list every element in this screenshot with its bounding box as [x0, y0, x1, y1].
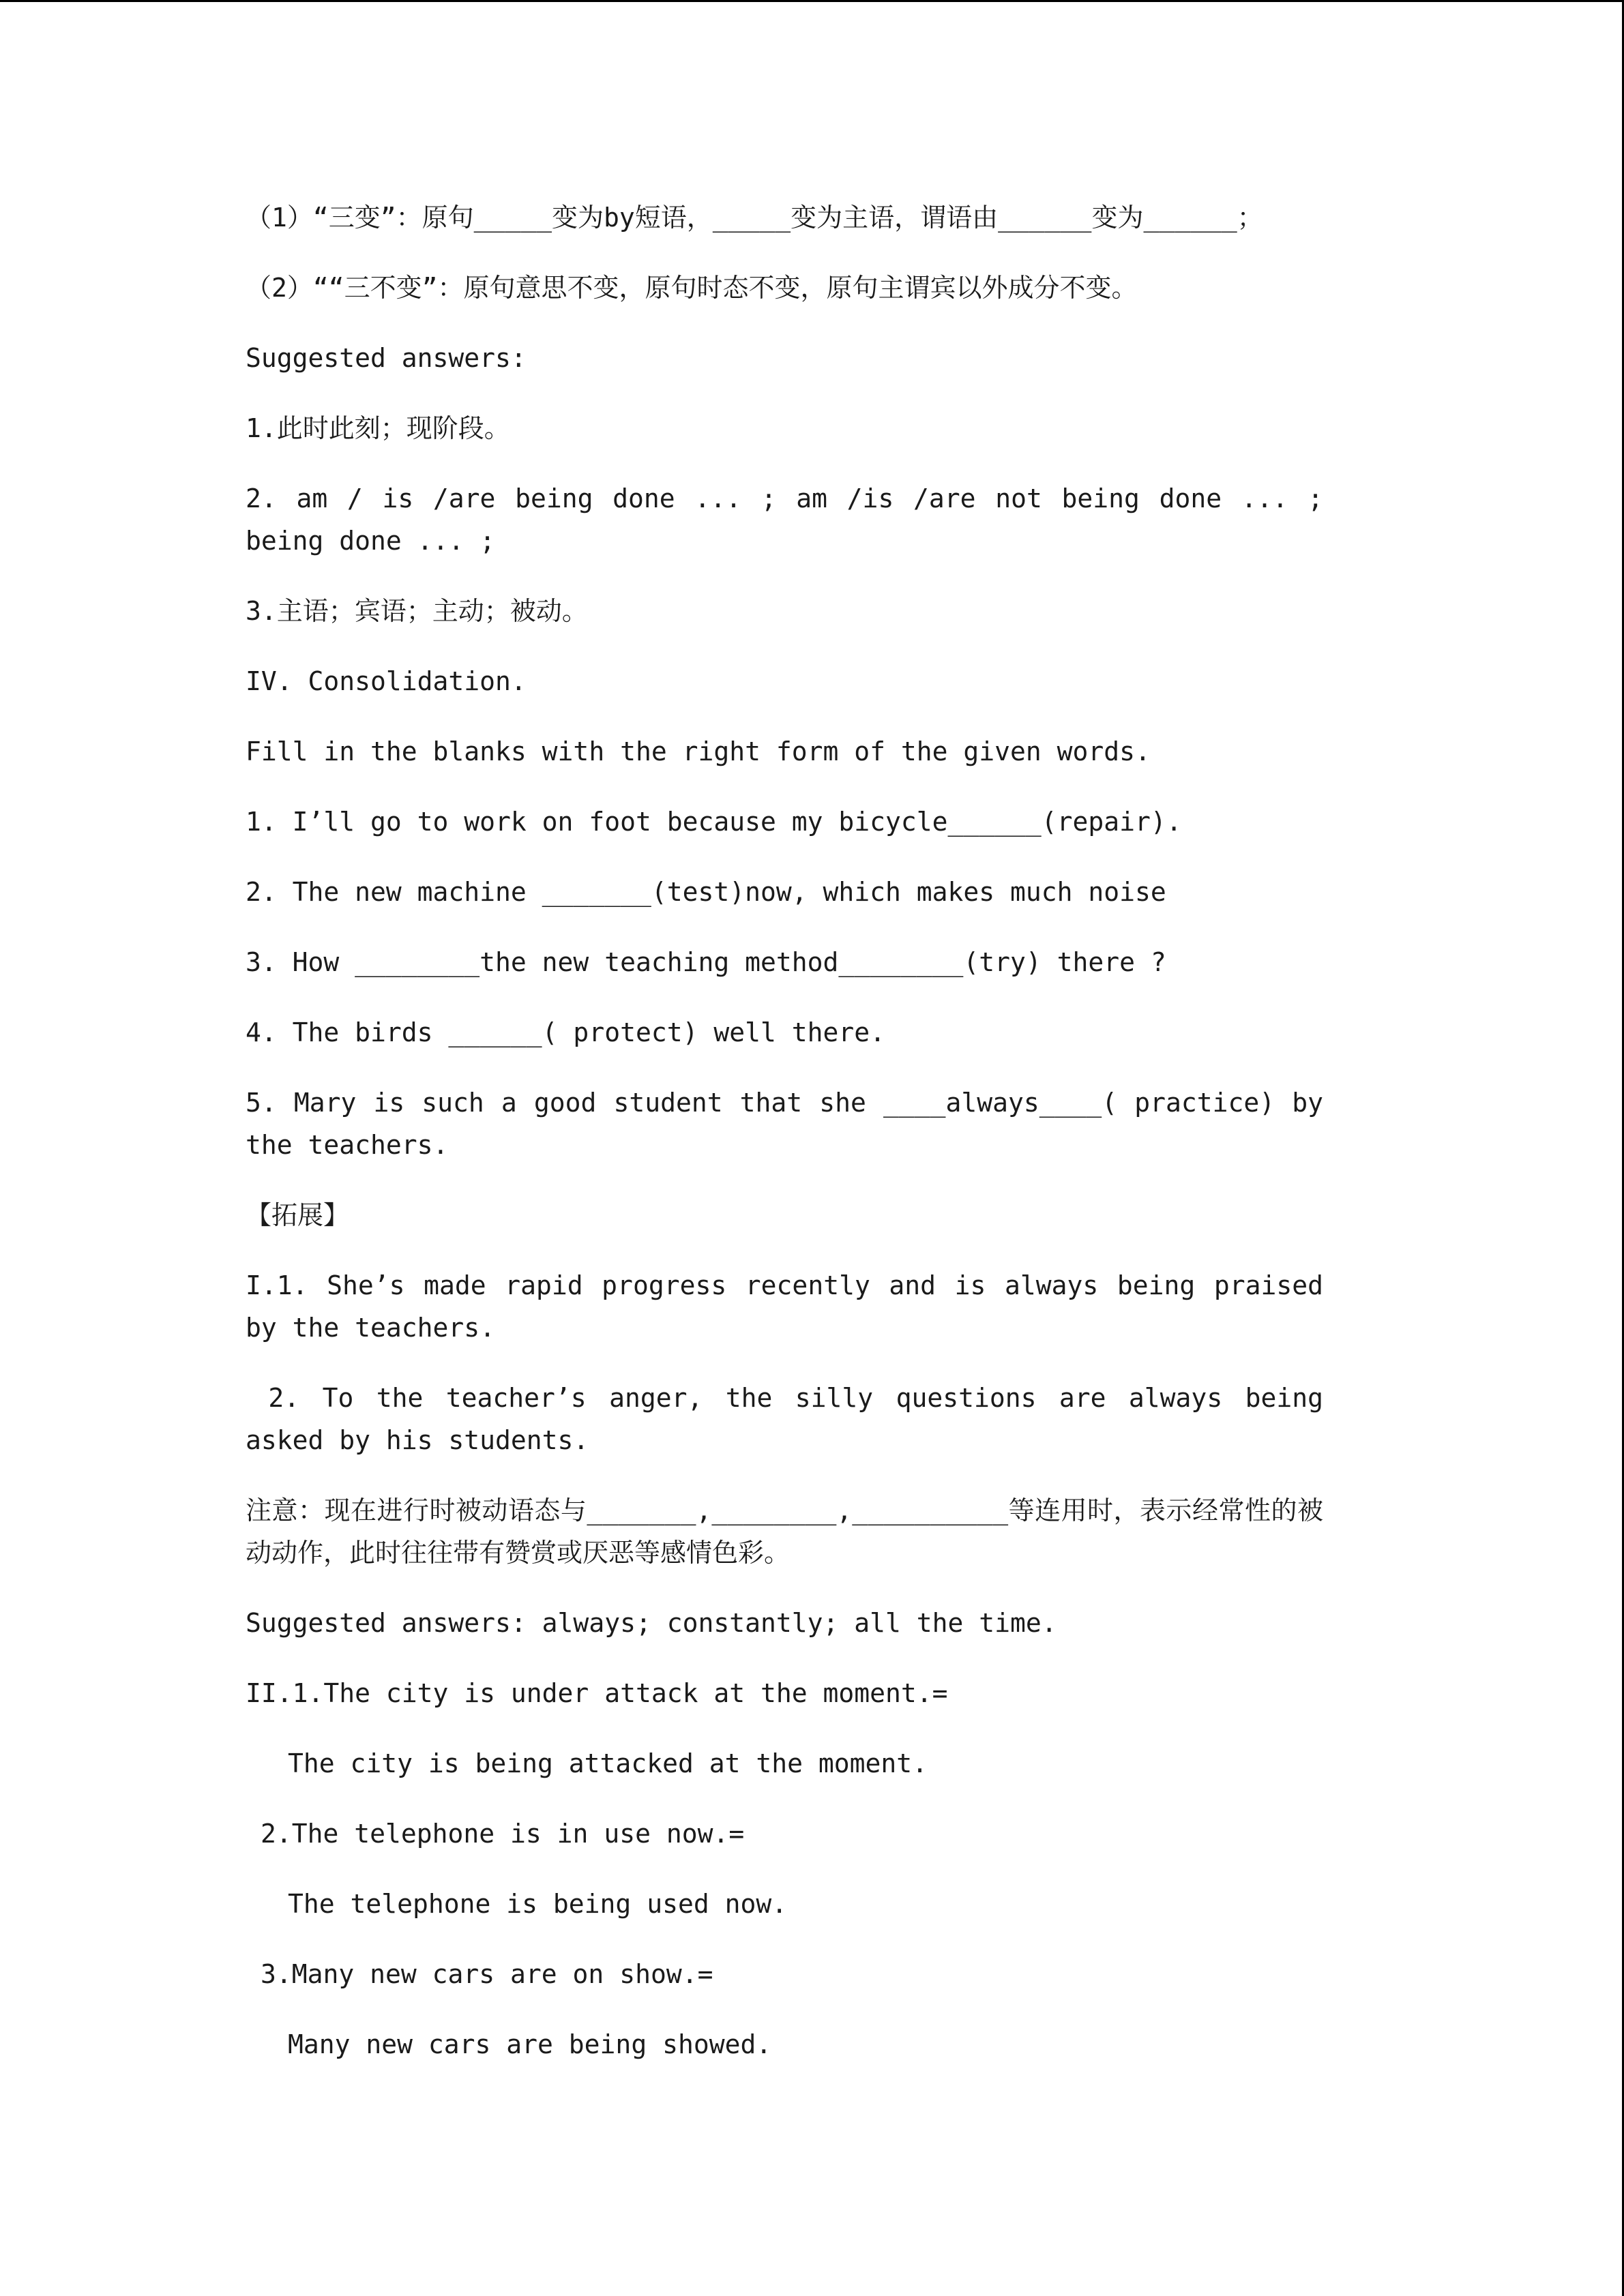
answer-3: 3.主语；宾语；主动；被动。: [246, 596, 588, 626]
transform-item-3: 3.Many new cars are on show.=: [261, 1959, 713, 1989]
exercise-item-4: 4. The birds ______( protect) well there.: [246, 1017, 885, 1047]
transform-answer-3: Many new cars are being showed.: [288, 2029, 772, 2059]
suggested-answers-heading: Suggested answers:: [246, 343, 527, 373]
section-heading-extension: 【拓展】: [246, 1200, 350, 1230]
exercise-item-5: 5. Mary is such a good student that she ____always____( practice) by the teachers.: [246, 1088, 1339, 1160]
answer-1: 1.此时此刻；现阶段。: [246, 413, 510, 443]
rule-three-unchanged: （2）““三不变”：原句意思不变，原句时态不变，原句主谓宾以外成分不变。: [246, 273, 1138, 303]
transform-answer-1: The city is being attacked at the moment.: [288, 1748, 928, 1778]
suggested-answers-extension: Suggested answers: always; constantly; all the time.: [246, 1608, 1057, 1638]
extension-note: 注意：现在进行时被动语态与_______,________,__________等连用时，表示经常性的被动动作，此时往往带有赞赏或厌恶等感情色彩。: [246, 1495, 1323, 1568]
answer-2: 2. am / is /are being done ... ; am /is /are not being done ... ; being done ... ;: [246, 483, 1339, 556]
exercise-item-1: 1. I’ll go to work on foot because my bicycle______(repair).: [246, 807, 1182, 837]
transform-item-2: 2.The telephone is in use now.=: [261, 1819, 745, 1849]
extension-example-2: 2. To the teacher’s anger, the silly questions are always being asked by his students.: [246, 1383, 1339, 1455]
page-top-border: [0, 0, 1624, 2]
exercise-instruction: Fill in the blanks with the right form of the given words.: [246, 736, 1151, 766]
exercise-item-2: 2. The new machine _______(test)now, which makes much noise: [246, 877, 1166, 907]
exercise-item-3: 3. How ________the new teaching method________(try) there ?: [246, 947, 1166, 977]
rule-three-changes: （1）“三变”：原句_____变为by短语，_____变为主语，谓语由______变为______；: [246, 203, 1263, 233]
transform-answer-2: The telephone is being used now.: [288, 1889, 788, 1919]
transform-item-1: II.1.The city is under attack at the moment.=: [246, 1678, 948, 1708]
document-body: [246, 196, 1339, 2066]
extension-example-1: I.1. She’s made rapid progress recently and is always being praised by the teachers.: [246, 1270, 1339, 1343]
section-heading-consolidation: IV. Consolidation.: [246, 666, 527, 696]
